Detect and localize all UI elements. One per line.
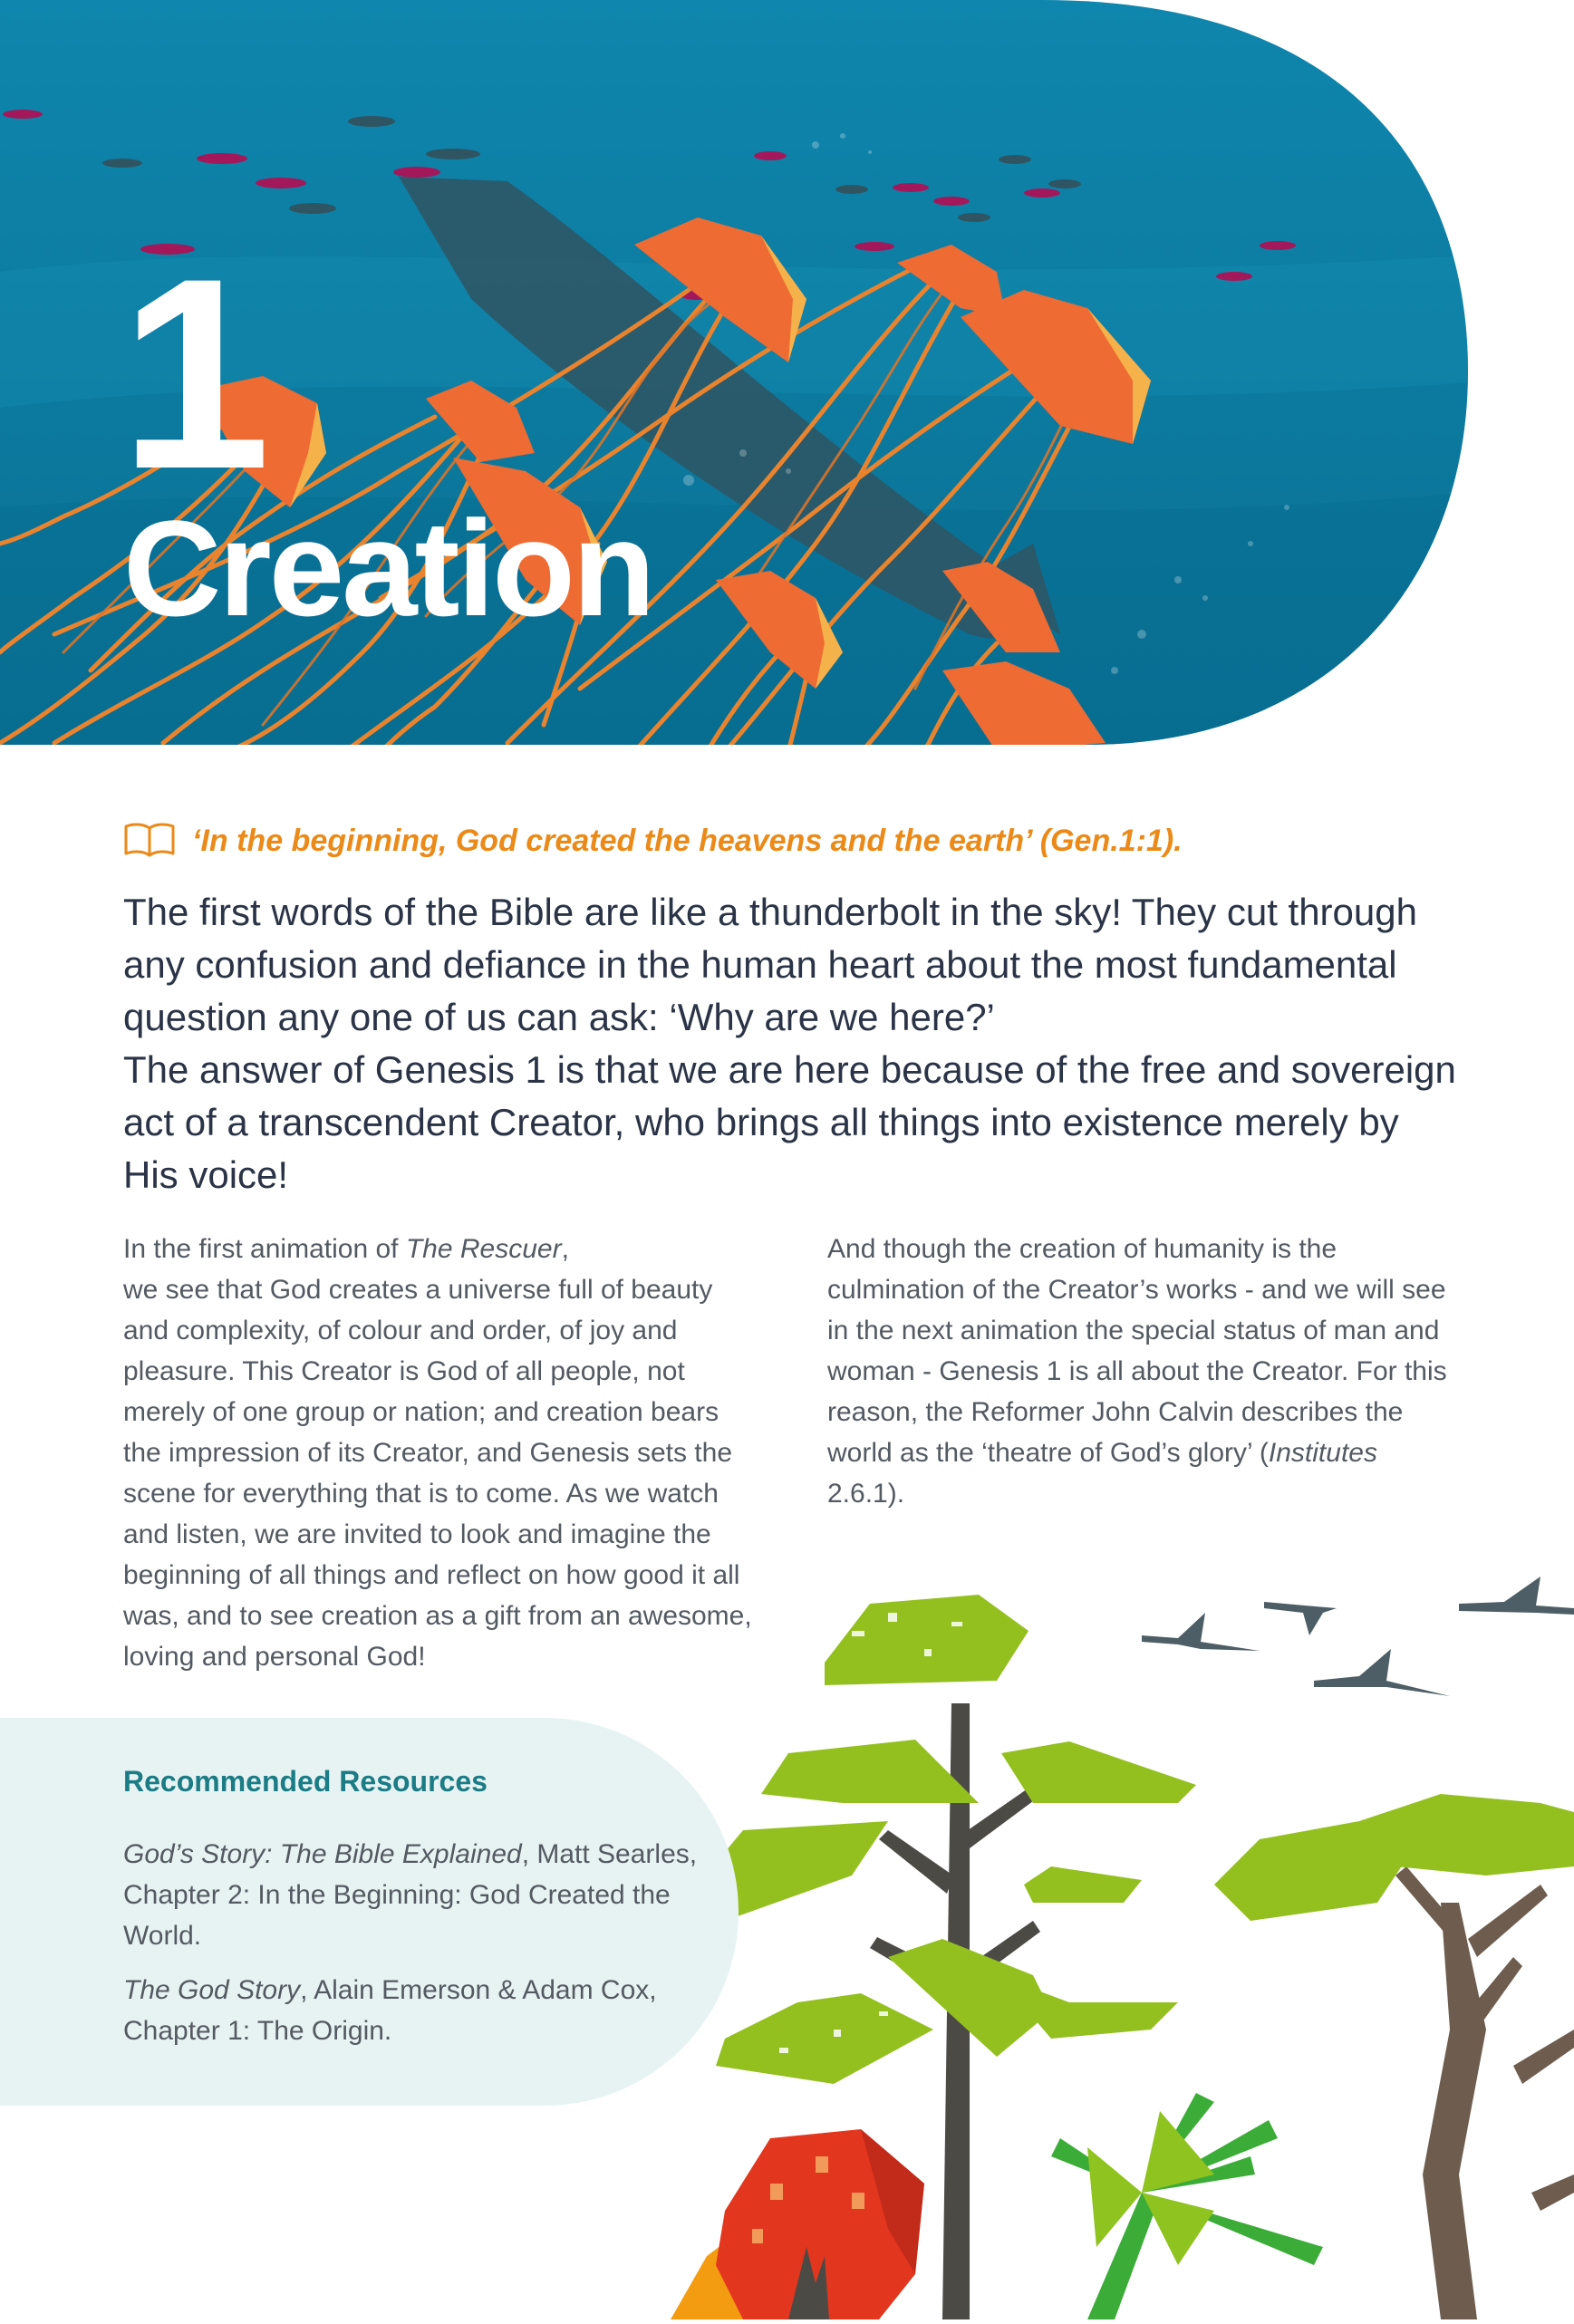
resource-item: [123, 1834, 703, 1956]
red-bush: [671, 2129, 924, 2319]
verse-text: ‘In the beginning, God created the heavens and the earth’ (Gen.1:1).: [192, 824, 1183, 858]
recommended-resources: [0, 1718, 739, 2106]
resources-heading: Recommended Resources: [123, 1765, 488, 1798]
resource-title: The God Story: [123, 1975, 301, 2005]
institutes-title: Institutes: [1268, 1438, 1377, 1468]
palm-leaves-light: [1087, 2111, 1214, 2265]
left-body: we see that God creates a universe full of beauty and complexity, of colour and order, of joy and pleasure. This Creator is God of all people, not merely of one group or nation; and creation bears the impression of its Creator, and Genesis sets the scene for everything that is to come. As we watch and listen, we are invited to look and imagine the beginning of all things and reflect on how good it all was, and to see creation as a gift from an awesome, loving and personal God!: [123, 1275, 752, 1672]
intro-paragraph-2: The answer of Genesis 1 is that we are here because of the free and sovereign act of a transcendent Creator, who brings all things into existence merely by His voice!: [123, 1048, 1456, 1196]
right-tree-trunk: [1395, 1866, 1574, 2319]
chapter-number: 1: [120, 221, 267, 526]
hero-banner: [0, 0, 1574, 752]
right-body: And though the creation of humanity is the culmination of the Creator’s works - and we will see in the next animation the special status of man and woman - Genesis 1 is all about the Creator. For this reason, the Reformer John Calvin describes the world as the ‘theatre of God’s glory’ (: [827, 1234, 1447, 1468]
right-column: [827, 1229, 1462, 1514]
right-ref-end: 2.6.1).: [827, 1479, 905, 1509]
resource-title: God’s Story: The Bible Explained: [123, 1839, 522, 1869]
forest-illustration: [671, 1558, 1574, 2324]
flying-birds: [1142, 1577, 1574, 1696]
left-column-paragraph: [123, 1229, 758, 1677]
intro-block: [123, 886, 1464, 1201]
tree-leaves: [698, 1595, 1196, 2084]
resource-details: , Alain Emerson & Adam Cox, Chapter 1: The Origin.: [123, 1975, 657, 2046]
left-lead-end: ,: [561, 1234, 569, 1264]
rescuer-title: The Rescuer: [405, 1234, 562, 1264]
chapter-title: Creation: [123, 492, 653, 644]
right-column-paragraph: [827, 1229, 1462, 1514]
left-lead: In the first animation of: [123, 1234, 406, 1264]
left-column: [123, 1229, 758, 1677]
key-verse: [123, 821, 1482, 862]
open-book-icon: [123, 821, 176, 862]
resource-details: , Matt Searles, Chapter 2: In the Beginning: God Created the World.: [123, 1839, 698, 1951]
resource-item: [123, 1970, 703, 2051]
intro-paragraph-1: The first words of the Bible are like a thunderbolt in the sky! They cut through any confusion and defiance in the human heart about the most fundamental question any one of us can ask: ‘Why are we here?’: [123, 891, 1417, 1038]
